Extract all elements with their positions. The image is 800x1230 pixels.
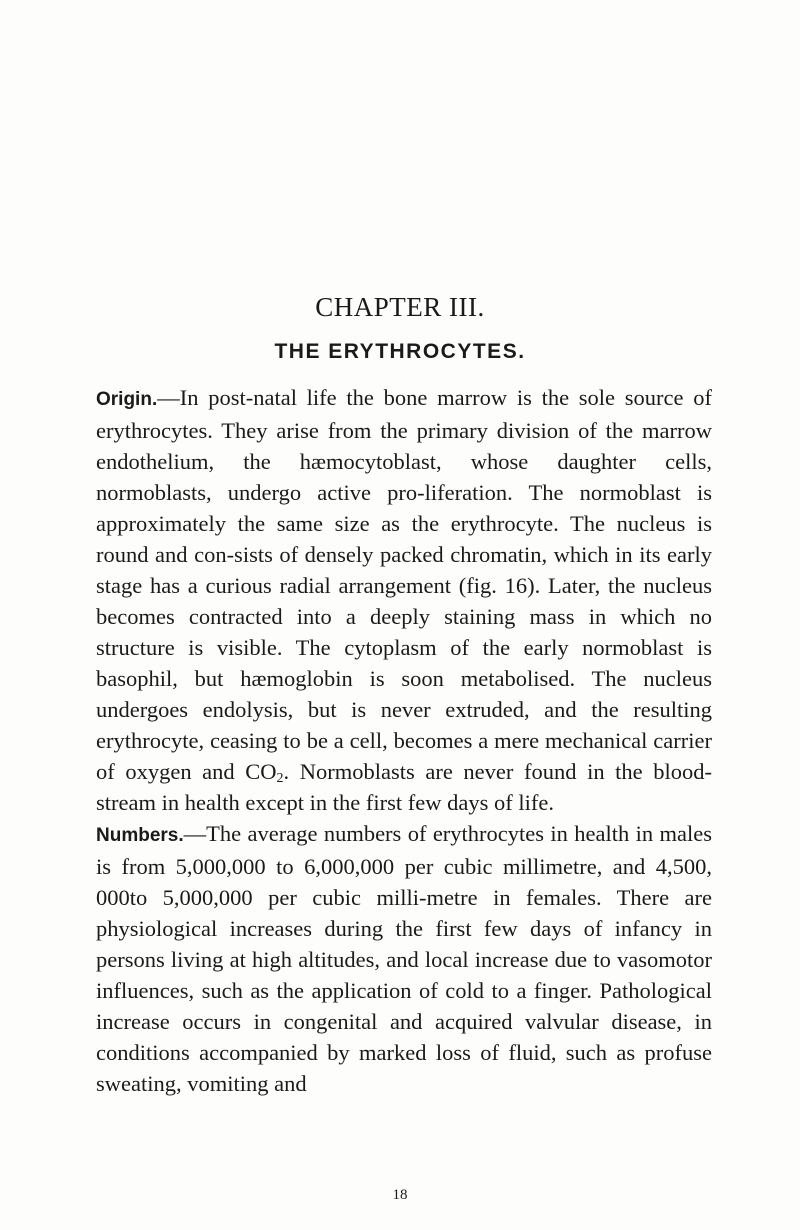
chapter-title: THE ERYTHROCYTES. xyxy=(274,340,526,363)
body-text xyxy=(96,382,712,1099)
paragraph-numbers-text: —The average numbers of erythrocytes in health in males is from 5,000,000 to 6,000,000 per cubic millimetre, and 4,500, 000to 5,000,000 per cubic milli-metre in females. There are physiological increases during the first few days of infancy in persons living at high altitudes, and local increase due to vasomotor influences, such as the application of cold to a finger. Pathological increase occurs in congenital and acquired valvular disease, in conditions accompanied by marked loss of fluid, such as profuse sweating, vomiting and xyxy=(96,821,712,1096)
chapter-heading: CHAPTER III. xyxy=(315,292,485,322)
paragraph-origin xyxy=(96,382,712,818)
co2-subscript: 2 xyxy=(276,771,284,786)
paragraph-origin-text-end: . Normoblasts are never found in the blood-stream in health except in the first few days of life. xyxy=(96,759,712,815)
paragraph-numbers xyxy=(96,818,712,1099)
run-in-heading-origin: Origin. xyxy=(96,389,158,410)
paragraph-origin-text: —In post-natal life the bone marrow is the sole source of erythrocytes. They arise from the primary division of the marrow endothelium, the hæmocytoblast, whose daughter cells, normoblasts, undergo active pro-liferation. The normoblast is approximately the same size as the erythrocyte. The nucleus is round and con-sists of densely packed chromatin, which in its early stage has a curious radial arrangement (fig. 16). Later, the nucleus becomes contracted into a deeply staining mass in which no structure is visible. The cytoplasm of the early normoblast is basophil, but hæmoglobin is soon metabolised. The nucleus undergoes endolysis, but is never extruded, and the resulting erythrocyte, ceasing to be a cell, becomes a mere mechanical carrier of oxygen and CO xyxy=(96,385,712,784)
page-number: 18 xyxy=(392,1187,408,1203)
run-in-heading-numbers: Numbers. xyxy=(96,825,184,846)
